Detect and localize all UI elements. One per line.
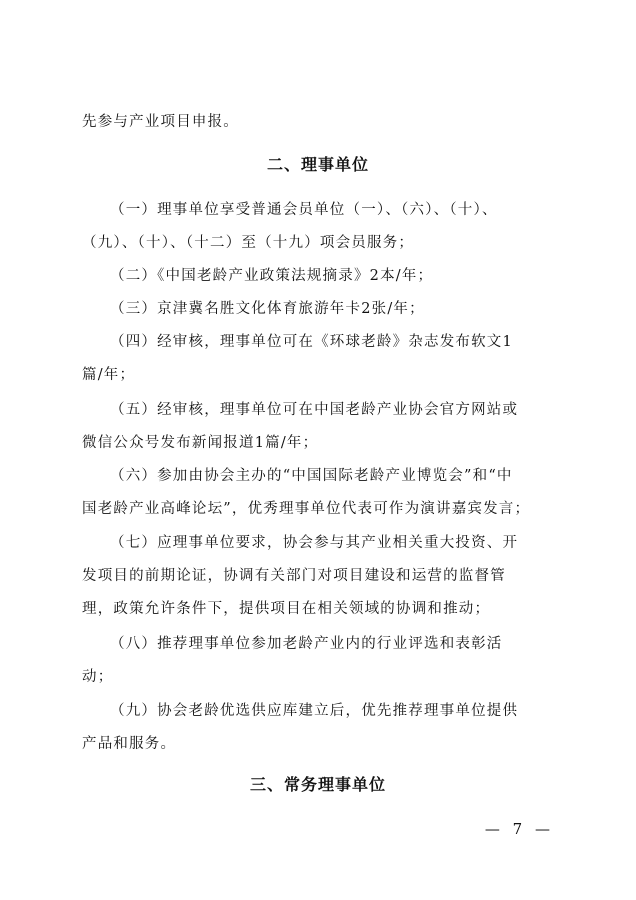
item-8-line-2: 动； xyxy=(82,669,114,685)
item-1-line-2: （九）、（十）、（十二）至（十九）项会员服务； xyxy=(82,235,415,251)
section-heading-standing-council: 三、常务理事单位 xyxy=(249,775,386,794)
item-4-line-2: 篇/年； xyxy=(82,367,136,383)
item-9-line-2: 产品和服务。 xyxy=(82,736,177,752)
item-9-line-1: （九）协会老龄优选供应库建立后，优先推荐理事单位提供 xyxy=(110,703,519,719)
item-5-line-2: 微信公众号发布新闻报道1篇/年； xyxy=(82,435,319,451)
item-7-line-2: 发项目的前期论证，协调有关部门对项目建设和运营的监督管 xyxy=(82,568,506,584)
item-7-line-3: 理，政策允许条件下，提供项目在相关领域的协调和推动； xyxy=(82,601,491,617)
item-6-line-2: 国老龄产业高峰论坛”，优秀理事单位代表可作为演讲嘉宾发言； xyxy=(82,501,531,517)
section-heading-council: 二、理事单位 xyxy=(266,155,369,174)
item-4-line-1: （四）经审核，理事单位可在《环球老龄》杂志发布软文1 xyxy=(110,334,513,350)
item-6-line-1: （六）参加由协会主办的“中国国际老龄产业博览会”和“中 xyxy=(110,468,513,484)
item-8-line-1: （八）推荐理事单位参加老龄产业内的行业评选和表彰活 xyxy=(110,636,503,652)
item-5-line-1: （五）经审核，理事单位可在中国老龄产业协会官方网站或 xyxy=(110,402,519,418)
item-3-line-1: （三）京津冀名胜文化体育旅游年卡2张/年； xyxy=(110,301,425,317)
continuation-text: 先参与产业项目申报。 xyxy=(82,114,239,130)
page-number: — 7 — xyxy=(484,820,554,838)
item-1-line-1: （一）理事单位享受普通会员单位（一）、（六）、（十）、 xyxy=(110,202,498,218)
item-7-line-1: （七）应理事单位要求，协会参与其产业相关重大投资、开 xyxy=(110,535,519,551)
item-2-line-1: （二）《中国老龄产业政策法规摘录》2本/年； xyxy=(110,268,434,284)
